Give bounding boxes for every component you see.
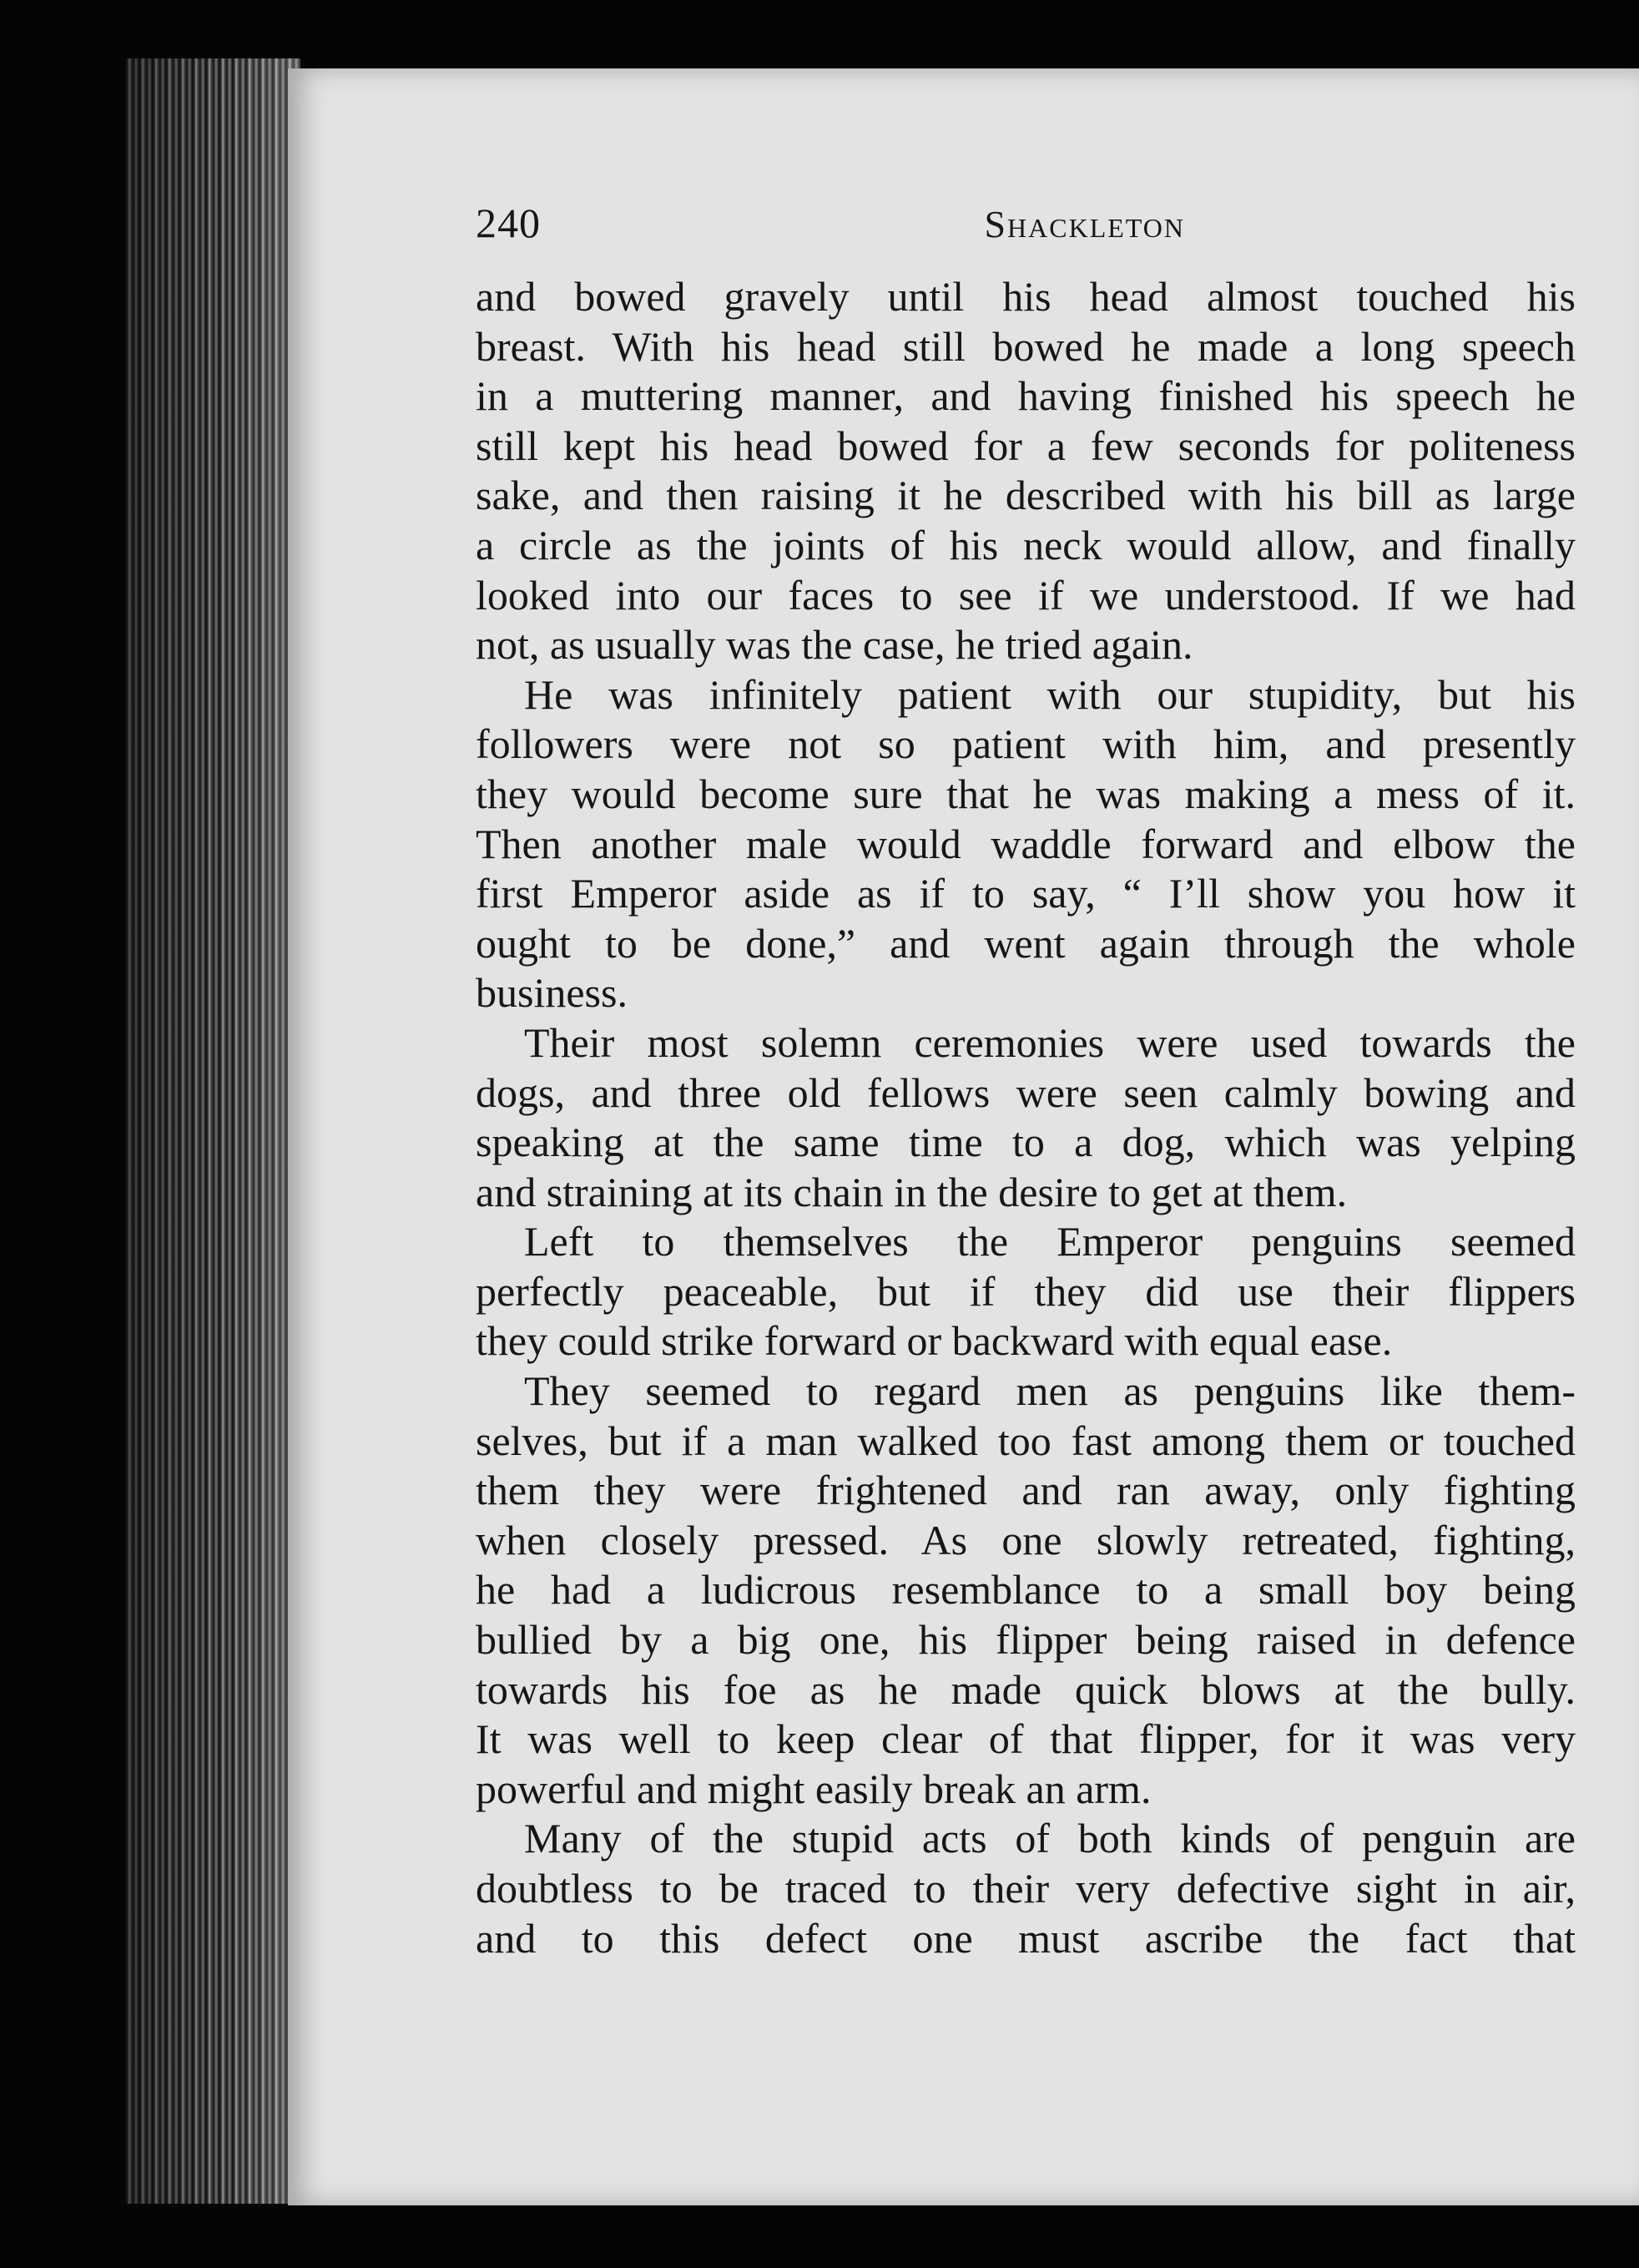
- paragraph: [476, 670, 1576, 1018]
- text-line: in a muttering manner, and having finished his speech he: [476, 372, 1576, 420]
- text-line: ought to be done,” and went again through the whole: [476, 919, 1576, 967]
- running-head: [476, 199, 1185, 272]
- text-line: dogs, and three old fellows were seen calmly bowing and: [476, 1068, 1576, 1116]
- text-line: bullied by a big one, his flipper being raised in defence: [476, 1616, 1576, 1664]
- text-line: and bowed gravely until his head almost touched his: [476, 273, 1576, 320]
- text-line: first Emperor aside as if to say, “ I’ll show you how it: [476, 870, 1576, 917]
- text-line: towards his foe as he made quick blows at the bully.: [476, 1665, 1576, 1713]
- text-line: when closely pressed. As one slowly retreated, fighting,: [476, 1516, 1576, 1563]
- page-number: 240: [476, 200, 541, 246]
- text-line: and straining at its chain in the desire to get at them.: [476, 1168, 1348, 1215]
- text-line: perfectly peaceable, but if they did use their flippers: [476, 1267, 1576, 1315]
- text-line: not, as usually was the case, he tried again.: [476, 621, 1193, 669]
- text-line: followers were not so patient with him, and presently: [476, 720, 1576, 768]
- text-line: a circle as the joints of his neck would allow, and finally: [476, 521, 1576, 568]
- text-line: still kept his head bowed for a few seconds for politeness: [476, 422, 1576, 469]
- text-line: breast. With his head still bowed he made a long speech: [476, 322, 1576, 370]
- paragraph: [476, 272, 1576, 670]
- paragraph: [476, 1018, 1576, 1217]
- paragraph: [476, 1366, 1576, 1814]
- page-text-block: [476, 199, 1576, 1963]
- text-line: Then another male would waddle forward and elbow the: [476, 820, 1576, 867]
- text-line: he had a ludicrous resemblance to a small boy being: [476, 1566, 1576, 1614]
- text-line: and to this defect one must ascribe the fact that: [476, 1914, 1576, 1962]
- text-line: them they were frightened and ran away, only fighting: [476, 1467, 1576, 1514]
- text-line: Their most solemn ceremonies were used towards the: [524, 1018, 1576, 1066]
- text-line: sake, and then raising it he described with his bill as large: [476, 472, 1576, 519]
- book-gutter-shadow: [125, 58, 300, 2204]
- body-text: [476, 272, 1576, 1963]
- text-line: looked into our faces to see if we understood. If we had: [476, 571, 1576, 619]
- text-line: They seemed to regard men as penguins like them-: [524, 1367, 1576, 1415]
- text-line: speaking at the same time to a dog, which was yelping: [476, 1119, 1576, 1166]
- text-line: It was well to keep clear of that flipper, for it was very: [476, 1715, 1576, 1763]
- text-line: they would become sure that he was making a mess of it.: [476, 770, 1576, 817]
- text-line: powerful and might easily break an arm.: [476, 1765, 1152, 1812]
- text-line: doubtless to be traced to their very defective sight in air,: [476, 1865, 1576, 1912]
- paragraph: [476, 1814, 1576, 1963]
- text-line: business.: [476, 969, 628, 1017]
- text-line: Left to themselves the Emperor penguins seemed: [524, 1218, 1576, 1265]
- text-line: Many of the stupid acts of both kinds of penguin are: [524, 1815, 1576, 1862]
- text-line: He was infinitely patient with our stupidity, but his: [524, 670, 1576, 718]
- text-line: selves, but if a man walked too fast among them or touched: [476, 1417, 1576, 1464]
- text-line: they could strike forward or backward with equal ease.: [476, 1317, 1393, 1365]
- paragraph: [476, 1217, 1576, 1366]
- running-head-title: Shackleton: [984, 203, 1185, 245]
